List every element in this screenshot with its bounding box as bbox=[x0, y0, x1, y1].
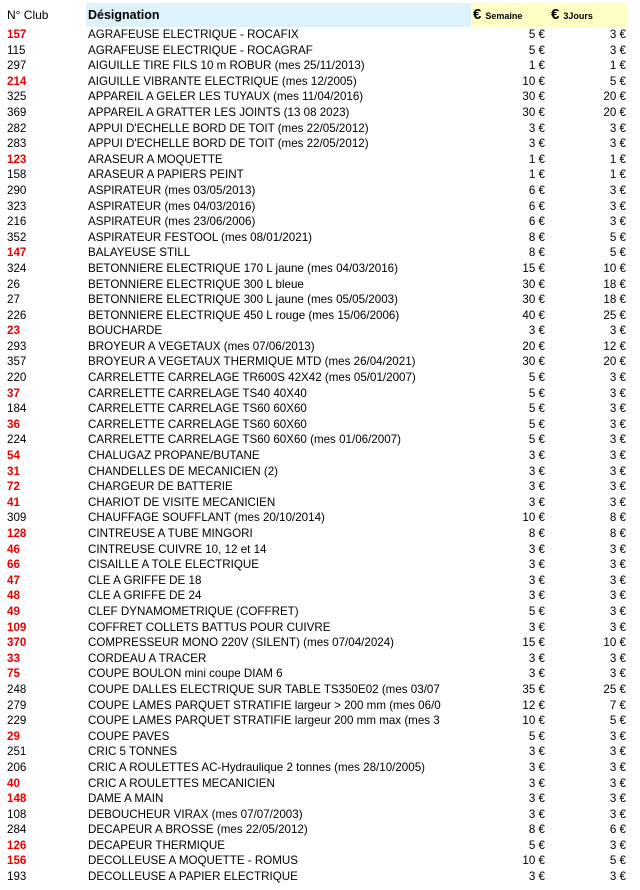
price-semaine-cell: 30 € bbox=[522, 355, 545, 369]
designation-cell: CHAUFFAGE SOUFFLANT (mes 20/10/2014) bbox=[88, 511, 325, 525]
table-row bbox=[0, 43, 640, 59]
designation-cell: BETONNIERE ELECTRIQUE 450 L rouge (mes 15/06/2006) bbox=[88, 308, 400, 322]
club-number-cell: 293 bbox=[7, 339, 27, 353]
price-semaine-cell: 3 € bbox=[528, 620, 545, 634]
designation-cell: DAME A MAIN bbox=[88, 792, 164, 806]
designation-cell: ASPIRATEUR (mes 23/06/2006) bbox=[88, 215, 256, 229]
table-row bbox=[0, 323, 640, 339]
designation-cell: BETONNIERE ELECTRIQUE 170 L jaune (mes 04/03/2016) bbox=[88, 261, 398, 275]
table-row bbox=[0, 713, 640, 729]
price-3jours-cell: 3 € bbox=[609, 43, 626, 57]
price-semaine-cell: 8 € bbox=[528, 246, 545, 260]
price-semaine-cell: 3 € bbox=[528, 776, 545, 790]
designation-cell: CHANDELLES DE MECANICIEN (2) bbox=[88, 464, 279, 478]
price-3jours-cell: 3 € bbox=[609, 480, 626, 494]
table-row bbox=[0, 479, 640, 495]
price-semaine-cell: 6 € bbox=[528, 183, 545, 197]
club-number-cell: 37 bbox=[7, 386, 20, 400]
price-3jours-cell: 3 € bbox=[609, 807, 626, 821]
designation-cell: CRIC A ROULETTES MECANICIEN bbox=[88, 776, 275, 790]
designation-cell: CLE A GRIFFE DE 24 bbox=[88, 589, 202, 603]
price-3jours-cell: 3 € bbox=[609, 417, 626, 431]
club-number-cell: 352 bbox=[7, 230, 27, 244]
price-semaine-cell: 5 € bbox=[528, 433, 545, 447]
designation-cell: COUPE PAVES bbox=[88, 729, 170, 743]
designation-cell: CHALUGAZ PROPANE/BUTANE bbox=[88, 449, 260, 463]
designation-cell: CLEF DYNAMOMETRIQUE (COFFRET) bbox=[88, 604, 299, 618]
table-row bbox=[0, 121, 640, 137]
designation-cell: APPUI D'ECHELLE BORD DE TOIT (mes 22/05/2012) bbox=[88, 137, 369, 151]
table-row bbox=[0, 698, 640, 714]
price-semaine-cell: 20 € bbox=[522, 339, 545, 353]
table-row bbox=[0, 557, 640, 573]
designation-cell: CRIC 5 TONNES bbox=[88, 745, 178, 759]
table-header bbox=[0, 3, 640, 27]
price-semaine-cell: 10 € bbox=[522, 511, 545, 525]
designation-cell: ARASEUR A PAPIERS PEINT bbox=[88, 168, 244, 182]
header-semaine bbox=[471, 3, 549, 27]
price-3jours-cell: 3 € bbox=[609, 28, 626, 41]
club-number-cell: 148 bbox=[7, 792, 27, 806]
price-3jours-cell: 20 € bbox=[603, 90, 626, 104]
club-number-cell: 158 bbox=[7, 168, 27, 182]
table-row bbox=[0, 308, 640, 324]
table-row bbox=[0, 822, 640, 838]
price-3jours-cell: 25 € bbox=[603, 308, 626, 322]
designation-cell: CISAILLE A TOLE ELECTRIQUE bbox=[88, 558, 259, 572]
price-semaine-cell: 30 € bbox=[522, 90, 545, 104]
price-semaine-cell: 40 € bbox=[522, 308, 545, 322]
club-number-cell: 49 bbox=[7, 604, 20, 618]
price-semaine-cell: 12 € bbox=[522, 698, 545, 712]
price-3jours-cell: 1 € bbox=[609, 59, 626, 73]
price-3jours-cell: 5 € bbox=[609, 854, 626, 868]
price-3jours-cell: 8 € bbox=[609, 527, 626, 540]
price-semaine-cell: 10 € bbox=[522, 714, 545, 728]
table-row bbox=[0, 432, 640, 448]
designation-cell: COMPRESSEUR MONO 220V (SILENT) (mes 07/04/2024) bbox=[88, 636, 395, 650]
club-number-cell: 324 bbox=[7, 261, 27, 275]
price-3jours-cell: 3 € bbox=[609, 838, 626, 852]
price-semaine-cell: 1 € bbox=[528, 59, 545, 73]
designation-cell: CARRELETTE CARRELAGE TS60 60X60 (mes 01/06/2007) bbox=[88, 433, 401, 447]
price-semaine-cell: 35 € bbox=[522, 682, 545, 696]
header-3jours-label: 3Jours bbox=[563, 11, 593, 21]
designation-cell: DECAPEUR THERMIQUE bbox=[88, 838, 225, 852]
price-3jours-cell: 3 € bbox=[609, 776, 626, 790]
price-3jours-cell: 18 € bbox=[603, 277, 626, 291]
price-semaine-cell: 3 € bbox=[528, 870, 545, 884]
club-number-cell: 251 bbox=[7, 745, 27, 759]
table-row bbox=[0, 339, 640, 355]
club-number-cell: 23 bbox=[7, 324, 20, 338]
designation-cell: COFFRET COLLETS BATTUS POUR CUIVRE bbox=[88, 620, 331, 634]
designation-cell: DECAPEUR A BROSSE (mes 22/05/2012) bbox=[88, 823, 308, 837]
price-semaine-cell: 3 € bbox=[528, 449, 545, 463]
club-number-cell: 157 bbox=[7, 28, 27, 41]
table-row bbox=[0, 791, 640, 807]
designation-cell: CINTREUSE A TUBE MINGORI bbox=[88, 527, 253, 540]
club-number-cell: 75 bbox=[7, 667, 20, 681]
table-body bbox=[0, 27, 640, 885]
price-semaine-cell: 10 € bbox=[522, 854, 545, 868]
price-semaine-cell: 3 € bbox=[528, 760, 545, 774]
table-row bbox=[0, 401, 640, 417]
club-number-cell: 226 bbox=[7, 308, 27, 322]
club-number-cell: 284 bbox=[7, 823, 27, 837]
designation-cell: CLE A GRIFFE DE 18 bbox=[88, 573, 202, 587]
designation-cell: BOUCHARDE bbox=[88, 324, 163, 338]
club-number-cell: 54 bbox=[7, 449, 20, 463]
designation-cell: APPAREIL A GRATTER LES JOINTS (13 08 2023) bbox=[88, 105, 350, 119]
table-row bbox=[0, 167, 640, 183]
price-semaine-cell: 3 € bbox=[528, 480, 545, 494]
price-semaine-cell: 6 € bbox=[528, 199, 545, 213]
table-row bbox=[0, 261, 640, 277]
designation-cell: CARRELETTE CARRELAGE TS40 40X40 bbox=[88, 386, 307, 400]
table-row bbox=[0, 354, 640, 370]
price-3jours-cell: 3 € bbox=[609, 589, 626, 603]
price-3jours-cell: 3 € bbox=[609, 542, 626, 556]
designation-cell: BROYEUR A VEGETAUX THERMIQUE MTD (mes 26/04/2021) bbox=[88, 355, 416, 369]
club-number-cell: 108 bbox=[7, 807, 27, 821]
price-3jours-cell: 1 € bbox=[609, 152, 626, 166]
designation-cell: ASPIRATEUR FESTOOL (mes 08/01/2021) bbox=[88, 230, 313, 244]
table-row bbox=[0, 526, 640, 542]
table-row bbox=[0, 152, 640, 168]
table-row bbox=[0, 183, 640, 199]
designation-cell: ASPIRATEUR (mes 04/03/2016) bbox=[88, 199, 256, 213]
price-semaine-cell: 5 € bbox=[528, 402, 545, 416]
club-number-cell: 184 bbox=[7, 402, 27, 416]
club-number-cell: 325 bbox=[7, 90, 27, 104]
price-3jours-cell: 6 € bbox=[609, 823, 626, 837]
table-row bbox=[0, 245, 640, 261]
designation-cell: DECOLLEUSE A PAPIER ELECTRIQUE bbox=[88, 870, 298, 884]
price-3jours-cell: 3 € bbox=[609, 573, 626, 587]
club-number-cell: 370 bbox=[7, 636, 27, 650]
club-number-cell: 41 bbox=[7, 495, 20, 509]
table-row bbox=[0, 542, 640, 558]
price-semaine-cell: 5 € bbox=[528, 417, 545, 431]
price-3jours-cell: 3 € bbox=[609, 604, 626, 618]
club-number-cell: 46 bbox=[7, 542, 20, 556]
price-semaine-cell: 3 € bbox=[528, 807, 545, 821]
table-row bbox=[0, 838, 640, 854]
price-semaine-cell: 5 € bbox=[528, 729, 545, 743]
price-3jours-cell: 3 € bbox=[609, 667, 626, 681]
table-row bbox=[0, 776, 640, 792]
table-row bbox=[0, 277, 640, 293]
price-semaine-cell: 5 € bbox=[528, 43, 545, 57]
euro-symbol: € bbox=[551, 6, 560, 23]
designation-cell: APPAREIL A GELER LES TUYAUX (mes 11/04/2016) bbox=[88, 90, 364, 104]
price-semaine-cell: 15 € bbox=[522, 261, 545, 275]
price-3jours-cell: 20 € bbox=[603, 105, 626, 119]
price-semaine-cell: 10 € bbox=[522, 74, 545, 88]
table-row bbox=[0, 588, 640, 604]
club-number-cell: 279 bbox=[7, 698, 27, 712]
club-number-cell: 47 bbox=[7, 573, 20, 587]
club-number-cell: 40 bbox=[7, 776, 20, 790]
price-semaine-cell: 3 € bbox=[528, 137, 545, 151]
price-semaine-cell: 30 € bbox=[522, 105, 545, 119]
price-3jours-cell: 3 € bbox=[609, 870, 626, 884]
price-3jours-cell: 3 € bbox=[609, 402, 626, 416]
designation-cell: ASPIRATEUR (mes 03/05/2013) bbox=[88, 183, 256, 197]
price-3jours-cell: 3 € bbox=[609, 651, 626, 665]
price-semaine-cell: 5 € bbox=[528, 838, 545, 852]
price-semaine-cell: 6 € bbox=[528, 215, 545, 229]
price-3jours-cell: 3 € bbox=[609, 324, 626, 338]
price-3jours-cell: 3 € bbox=[609, 495, 626, 509]
header-semaine-label: Semaine bbox=[485, 11, 523, 21]
club-number-cell: 48 bbox=[7, 589, 20, 603]
club-number-cell: 109 bbox=[7, 620, 27, 634]
table-row bbox=[0, 464, 640, 480]
designation-cell: CHARGEUR DE BATTERIE bbox=[88, 480, 233, 494]
club-number-cell: 323 bbox=[7, 199, 27, 213]
club-number-cell: 31 bbox=[7, 464, 20, 478]
club-number-cell: 216 bbox=[7, 215, 27, 229]
price-3jours-cell: 3 € bbox=[609, 371, 626, 385]
price-semaine-cell: 30 € bbox=[522, 277, 545, 291]
club-number-cell: 147 bbox=[7, 246, 27, 260]
designation-cell: AGRAFEUSE ELECTRIQUE - ROCAGRAF bbox=[88, 43, 313, 57]
designation-cell: CARRELETTE CARRELAGE TR600S 42X42 (mes 05/01/2007) bbox=[88, 371, 416, 385]
designation-cell: BETONNIERE ELECTRIQUE 300 L bleue bbox=[88, 277, 304, 291]
club-number-cell: 309 bbox=[7, 511, 27, 525]
table-row bbox=[0, 292, 640, 308]
table-row bbox=[0, 27, 640, 43]
price-semaine-cell: 3 € bbox=[528, 667, 545, 681]
price-3jours-cell: 7 € bbox=[609, 698, 626, 712]
price-3jours-cell: 3 € bbox=[609, 183, 626, 197]
price-semaine-cell: 3 € bbox=[528, 121, 545, 135]
designation-cell: DEBOUCHEUR VIRAX (mes 07/07/2003) bbox=[88, 807, 303, 821]
table-row bbox=[0, 230, 640, 246]
price-semaine-cell: 8 € bbox=[528, 230, 545, 244]
designation-cell: CARRELETTE CARRELAGE TS60 60X60 bbox=[88, 402, 307, 416]
designation-cell: CHARIOT DE VISITE MECANICIEN bbox=[88, 495, 276, 509]
price-semaine-cell: 3 € bbox=[528, 745, 545, 759]
table-row bbox=[0, 386, 640, 402]
designation-cell: COUPE DALLES ELECTRIQUE SUR TABLE TS350E02 (mes 03/07 bbox=[88, 682, 440, 696]
club-number-cell: 220 bbox=[7, 371, 27, 385]
price-semaine-cell: 1 € bbox=[528, 152, 545, 166]
designation-cell: CINTREUSE CUIVRE 10, 12 et 14 bbox=[88, 542, 267, 556]
table-row bbox=[0, 199, 640, 215]
table-row bbox=[0, 105, 640, 121]
designation-cell: COUPE LAMES PARQUET STRATIFIE largeur 200 mm max (mes 3 bbox=[88, 714, 440, 728]
table-row bbox=[0, 604, 640, 620]
table-row bbox=[0, 760, 640, 776]
club-number-cell: 33 bbox=[7, 651, 20, 665]
designation-cell: CRIC A ROULETTES AC-Hydraulique 2 tonnes (mes 28/10/2005) bbox=[88, 760, 426, 774]
price-semaine-cell: 15 € bbox=[522, 636, 545, 650]
price-3jours-cell: 3 € bbox=[609, 433, 626, 447]
price-semaine-cell: 30 € bbox=[522, 293, 545, 307]
designation-cell: COUPE LAMES PARQUET STRATIFIE largeur > 200 mm (mes 06/0 bbox=[88, 698, 441, 712]
price-3jours-cell: 5 € bbox=[609, 74, 626, 88]
designation-cell: BETONNIERE ELECTRIQUE 300 L jaune (mes 05/05/2003) bbox=[88, 293, 398, 307]
price-semaine-cell: 5 € bbox=[528, 28, 545, 41]
table-row bbox=[0, 744, 640, 760]
price-3jours-cell: 3 € bbox=[609, 729, 626, 743]
club-number-cell: 66 bbox=[7, 558, 20, 572]
table-row bbox=[0, 74, 640, 90]
club-number-cell: 193 bbox=[7, 870, 27, 884]
club-number-cell: 283 bbox=[7, 137, 27, 151]
table-row bbox=[0, 495, 640, 511]
price-semaine-cell: 3 € bbox=[528, 573, 545, 587]
designation-cell: AIGUILLE VIBRANTE ELECTRIQUE (mes 12/2005) bbox=[88, 74, 357, 88]
club-number-cell: 123 bbox=[7, 152, 27, 166]
price-semaine-cell: 3 € bbox=[528, 542, 545, 556]
price-semaine-cell: 3 € bbox=[528, 324, 545, 338]
club-number-cell: 126 bbox=[7, 838, 27, 852]
price-3jours-cell: 5 € bbox=[609, 230, 626, 244]
club-number-cell: 128 bbox=[7, 527, 27, 540]
table-row bbox=[0, 136, 640, 152]
designation-cell: AIGUILLE TIRE FILS 10 m ROBUR (mes 25/11/2013) bbox=[88, 59, 365, 73]
table-row bbox=[0, 214, 640, 230]
table-row bbox=[0, 635, 640, 651]
table-row bbox=[0, 682, 640, 698]
price-semaine-cell: 3 € bbox=[528, 651, 545, 665]
club-number-cell: 29 bbox=[7, 729, 20, 743]
price-3jours-cell: 20 € bbox=[603, 355, 626, 369]
table-row bbox=[0, 89, 640, 105]
table-row bbox=[0, 666, 640, 682]
price-semaine-cell: 5 € bbox=[528, 371, 545, 385]
club-number-cell: 214 bbox=[7, 74, 27, 88]
price-semaine-cell: 5 € bbox=[528, 386, 545, 400]
designation-cell: BROYEUR A VEGETAUX (mes 07/06/2013) bbox=[88, 339, 315, 353]
price-3jours-cell: 3 € bbox=[609, 215, 626, 229]
designation-cell: CARRELETTE CARRELAGE TS60 60X60 bbox=[88, 417, 307, 431]
designation-cell: BALAYEUSE STILL bbox=[88, 246, 191, 260]
price-3jours-cell: 3 € bbox=[609, 449, 626, 463]
price-3jours-cell: 5 € bbox=[609, 714, 626, 728]
price-3jours-cell: 3 € bbox=[609, 792, 626, 806]
price-semaine-cell: 8 € bbox=[528, 527, 545, 540]
price-3jours-cell: 3 € bbox=[609, 620, 626, 634]
club-number-cell: 224 bbox=[7, 433, 27, 447]
table-row bbox=[0, 510, 640, 526]
price-3jours-cell: 3 € bbox=[609, 745, 626, 759]
price-3jours-cell: 8 € bbox=[609, 511, 626, 525]
table-row bbox=[0, 370, 640, 386]
table-row bbox=[0, 620, 640, 636]
price-3jours-cell: 3 € bbox=[609, 386, 626, 400]
club-number-cell: 248 bbox=[7, 682, 27, 696]
designation-cell: ARASEUR A MOQUETTE bbox=[88, 152, 223, 166]
price-semaine-cell: 5 € bbox=[528, 604, 545, 618]
price-3jours-cell: 10 € bbox=[603, 636, 626, 650]
table-row bbox=[0, 853, 640, 869]
table-row bbox=[0, 807, 640, 823]
club-number-cell: 115 bbox=[7, 43, 26, 57]
table-row bbox=[0, 573, 640, 589]
club-number-cell: 36 bbox=[7, 417, 20, 431]
table-row bbox=[0, 869, 640, 885]
designation-cell: APPUI D'ECHELLE BORD DE TOIT (mes 22/05/2012) bbox=[88, 121, 369, 135]
price-semaine-cell: 3 € bbox=[528, 792, 545, 806]
price-semaine-cell: 8 € bbox=[528, 823, 545, 837]
club-number-cell: 297 bbox=[7, 59, 27, 73]
price-3jours-cell: 10 € bbox=[603, 261, 626, 275]
designation-cell: CORDEAU A TRACER bbox=[88, 651, 207, 665]
header-3jours bbox=[549, 3, 628, 27]
price-3jours-cell: 5 € bbox=[609, 246, 626, 260]
price-3jours-cell: 3 € bbox=[609, 760, 626, 774]
club-number-cell: 369 bbox=[7, 105, 27, 119]
table-row bbox=[0, 729, 640, 745]
designation-cell: COUPE BOULON mini coupe DIAM 6 bbox=[88, 667, 283, 681]
price-3jours-cell: 12 € bbox=[603, 339, 626, 353]
price-semaine-cell: 3 € bbox=[528, 589, 545, 603]
table-row bbox=[0, 448, 640, 464]
price-3jours-cell: 3 € bbox=[609, 137, 626, 151]
club-number-cell: 282 bbox=[7, 121, 27, 135]
price-semaine-cell: 3 € bbox=[528, 495, 545, 509]
price-3jours-cell: 1 € bbox=[609, 168, 626, 182]
club-number-cell: 290 bbox=[7, 183, 27, 197]
price-3jours-cell: 3 € bbox=[609, 464, 626, 478]
price-3jours-cell: 3 € bbox=[609, 199, 626, 213]
price-semaine-cell: 3 € bbox=[528, 558, 545, 572]
club-number-cell: 206 bbox=[7, 760, 27, 774]
table-row bbox=[0, 417, 640, 433]
price-semaine-cell: 3 € bbox=[528, 464, 545, 478]
price-semaine-cell: 1 € bbox=[528, 168, 545, 182]
club-number-cell: 229 bbox=[7, 714, 27, 728]
club-number-cell: 156 bbox=[7, 854, 27, 868]
price-3jours-cell: 18 € bbox=[603, 293, 626, 307]
price-3jours-cell: 3 € bbox=[609, 558, 626, 572]
header-designation: Désignation bbox=[86, 3, 471, 27]
price-3jours-cell: 3 € bbox=[609, 121, 626, 135]
club-number-cell: 72 bbox=[7, 480, 20, 494]
club-number-cell: 357 bbox=[7, 355, 27, 369]
club-number-cell: 27 bbox=[7, 293, 20, 307]
club-number-cell: 26 bbox=[7, 277, 20, 291]
designation-cell: AGRAFEUSE ELECTRIQUE - ROCAFIX bbox=[88, 28, 299, 41]
designation-cell: DECOLLEUSE A MOQUETTE - ROMUS bbox=[88, 854, 299, 868]
header-club-number: N° Club bbox=[0, 8, 86, 22]
table-row bbox=[0, 651, 640, 667]
price-3jours-cell: 25 € bbox=[603, 682, 626, 696]
euro-symbol: € bbox=[473, 6, 482, 23]
table-row bbox=[0, 58, 640, 74]
